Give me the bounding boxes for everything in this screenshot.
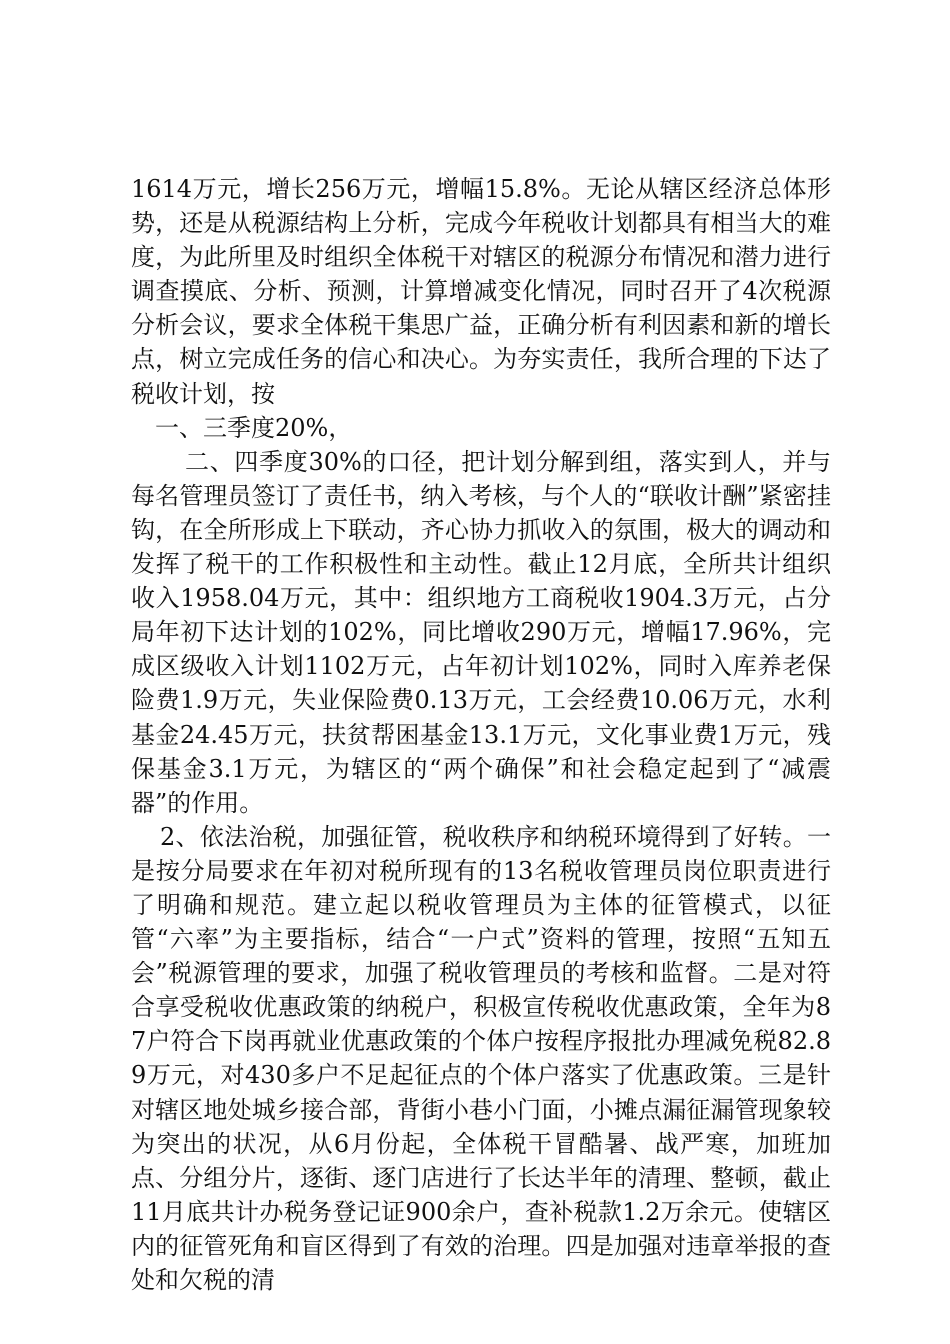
paragraph-quarter-2-4: 二、四季度30%的口径，把计划分解到组，落实到人，并与每名管理员签订了责任书，纳入考核，与个人的“联收计酬”紧密挂钩，在全所形成上下联动，齐心协力抓收入的氛围，极大的调动和发挥了税干的工作积极性和主动性。截止12月底，全所共计组织收入1958.04万元，其中：组织地方工商税收1904.3万元，占分局年初下达计划的102%，同比增收290万元，增幅17.96%，完成区级收入计划1102万元，占年初计划102%，同时入库养老保险费1.9万元，失业保险费0.13万元，工会经费10.06万元，水利基金24.45万元，扶贫帮困基金13.1万元，文化事业费1万元，残保基金3.1万元，为辖区的“两个确保”和社会稳定起到了“减震器”的作用。 (131, 447, 831, 817)
paragraph-lawful-taxation: 2、依法治税，加强征管，税收秩序和纳税环境得到了好转。一是按分局要求在年初对税所现有的13名税收管理员岗位职责进行了明确和规范。建立起以税收管理员为主体的征管模式，以征管“六率”为主要指标，结合“一户式”资料的管理，按照“五知五会”税源管理的要求，加强了税收管理员的考核和监督。二是对符合享受税收优惠政策的纳税户，积极宣传税收优惠政策，全年为87户符合下岗再就业优惠政策的个体户按程序报批办理减免税82.89万元，对430多户不足起征点的个体户落实了优惠政策。三是针对辖区地处城乡接合部，背街小巷小门面，小摊点漏征漏管现象较为突出的状况，从6月份起，全体税干冒酷暑、战严寒，加班加点、分组分片，逐街、逐门店进行了长达半年的清理、整顿，截止11月底共计办税务登记证900余户，查补税款1.2万余元。使辖区内的征管死角和盲区得到了有效的治理。四是加强对违章举报的查处和欠税的清 (131, 822, 831, 1294)
paragraph-quarter-1-3: 一、三季度20%， (155, 413, 353, 442)
paragraph-tax-plan: 1614万元，增长256万元，增幅15.8%。无论从辖区经济总体形势，还是从税源结构上分析，完成今年税收计划都具有相当大的难度，为此所里及时组织全体税干对辖区的税源分布情况和潜力进行调查摸底、分析、预测，计算增减变化情况，同时召开了4次税源分析会议，要求全体税干集思广益，正确分析有利因素和新的增长点，树立完成任务的信心和决心。为夯实责任，我所合理的下达了税收计划，按 (131, 175, 831, 408)
document-body (131, 172, 831, 1297)
